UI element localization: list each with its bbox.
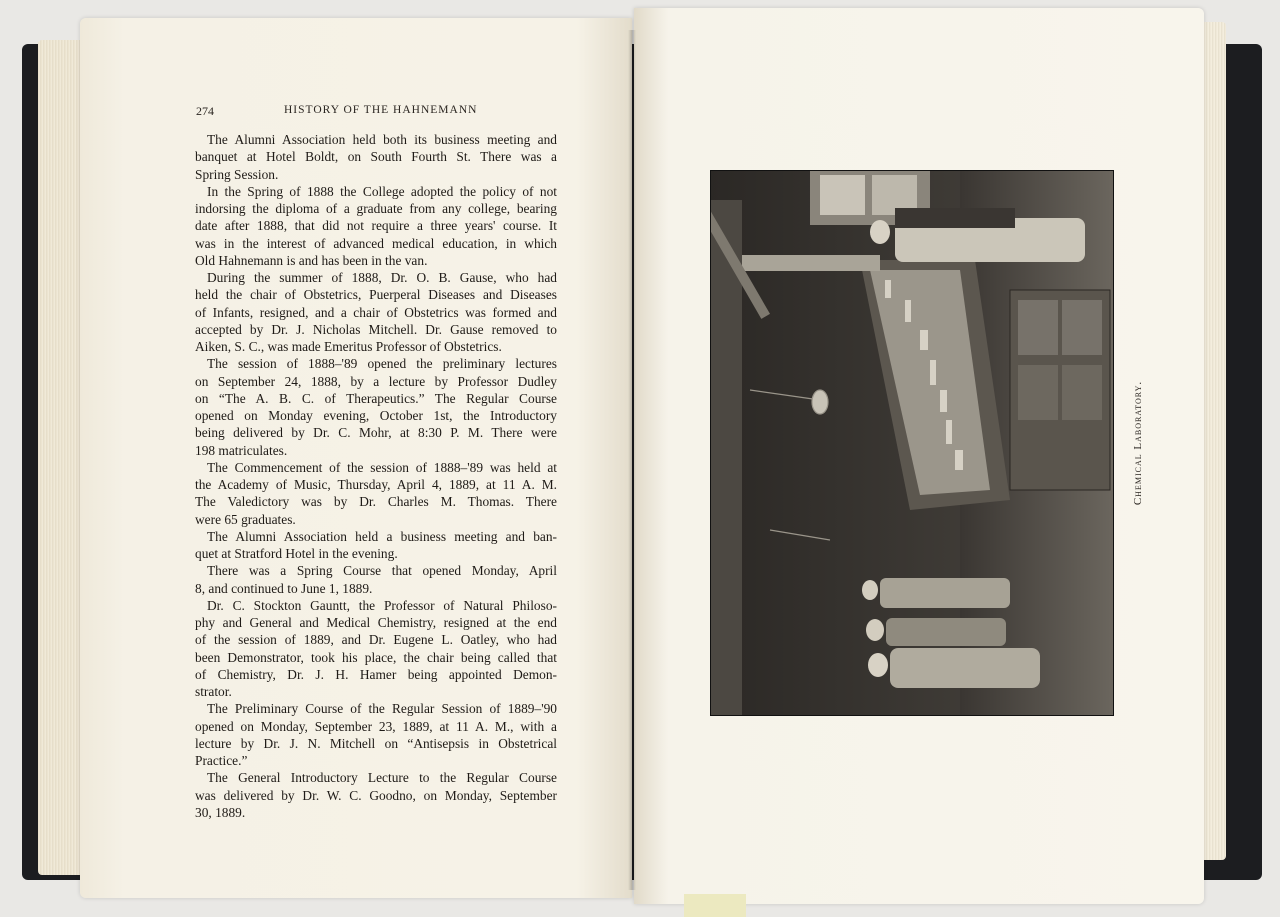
- text-line: of Chemistry, Dr. J. H. Hamer being appointed Demon-: [195, 666, 557, 682]
- text-line: The Alumni Association held both its business meeting and: [207, 132, 557, 147]
- text-line: accepted by Dr. J. Nicholas Mitchell. Dr. Gause removed to: [195, 321, 557, 337]
- text-line: of Infants, resigned, and a chair of Obstetrics was formed and: [195, 304, 557, 320]
- book-gutter: [628, 30, 636, 890]
- chemical-laboratory-photograph: [710, 170, 1114, 716]
- text-line: The General Introductory Lecture to the Regular Course: [207, 770, 557, 786]
- text-line: date after 1888, that did not require a three years' course. It: [195, 218, 557, 234]
- text-line: banquet at Hotel Boldt, on South Fourth St. There was a: [195, 149, 557, 165]
- text-line: Spring Session.: [195, 166, 279, 182]
- text-line: The Alumni Association held a business meeting and ban-: [207, 528, 557, 544]
- text-line: There was a Spring Course that opened Monday, April: [207, 563, 557, 579]
- text-line: was in the interest of advanced medical education, in which: [195, 235, 557, 251]
- text-line: been Demonstrator, took his place, the chair being called that: [195, 649, 557, 665]
- text-line: The session of 1888–'89 opened the preliminary lectures: [207, 356, 557, 372]
- page-number: 274: [196, 104, 214, 118]
- text-line: In the Spring of 1888 the College adopted the policy of not: [207, 183, 557, 199]
- text-line: phy and General and Medical Chemistry, resigned at the end: [195, 615, 557, 630]
- text-line: held the chair of Obstetrics, Puerperal Diseases and Diseases: [195, 287, 557, 303]
- text-line: on September 24, 1888, by a lecture by Professor Dudley: [195, 373, 557, 389]
- text-line: Dr. C. Stockton Gauntt, the Professor of Natural Philoso-: [207, 597, 557, 613]
- text-line: quet at Stratford Hotel in the evening.: [195, 546, 398, 561]
- bookmark-ribbon: [684, 894, 746, 917]
- text-line: strator.: [195, 684, 232, 699]
- text-line: During the summer of 1888, Dr. O. B. Gause, who had: [207, 270, 557, 285]
- body-text: [195, 131, 557, 821]
- text-line: being delivered by Dr. C. Mohr, at 8:30 P. M. There were: [195, 425, 557, 441]
- text-line: 198 matriculates.: [195, 442, 288, 458]
- text-line: lecture by Dr. J. N. Mitchell on “Antisepsis in Obstetrical: [195, 735, 557, 751]
- text-line: indorsing the diploma of a graduate from any college, bearing: [195, 201, 557, 216]
- text-line: The Valedictory was by Dr. Charles M. Thomas. There: [195, 494, 557, 510]
- text-line: opened on Monday evening, October 1st, the Introductory: [195, 408, 557, 423]
- text-line: 30, 1889.: [195, 804, 246, 820]
- text-line: Practice.”: [195, 753, 248, 768]
- text-line: were 65 graduates.: [195, 511, 296, 527]
- text-line: 8, and continued to June 1, 1889.: [195, 580, 373, 596]
- text-line: The Commencement of the session of 1888–'89 was held at: [207, 459, 557, 475]
- running-head-title: HISTORY OF THE HAHNEMANN: [284, 104, 478, 116]
- text-line: the Academy of Music, Thursday, April 4, 1889, at 11 A. M.: [195, 477, 557, 492]
- text-line: was delivered by Dr. W. C. Goodno, on Monday, September: [195, 787, 557, 803]
- text-line: The Preliminary Course of the Regular Session of 1889–'90: [207, 701, 557, 717]
- text-line: Aiken, S. C., was made Emeritus Professor of Obstetrics.: [195, 339, 502, 354]
- plate-caption-text: Chemical Laboratory.: [1132, 380, 1144, 506]
- text-line: opened on Monday, September 23, 1889, at 11 A. M., with a: [195, 718, 557, 734]
- text-line: Old Hahnemann is and has been in the van.: [195, 252, 428, 268]
- text-line: on “The A. B. C. of Therapeutics.” The Regular Course: [195, 390, 557, 406]
- text-line: of the session of 1889, and Dr. Eugene L. Oatley, who had: [195, 632, 557, 648]
